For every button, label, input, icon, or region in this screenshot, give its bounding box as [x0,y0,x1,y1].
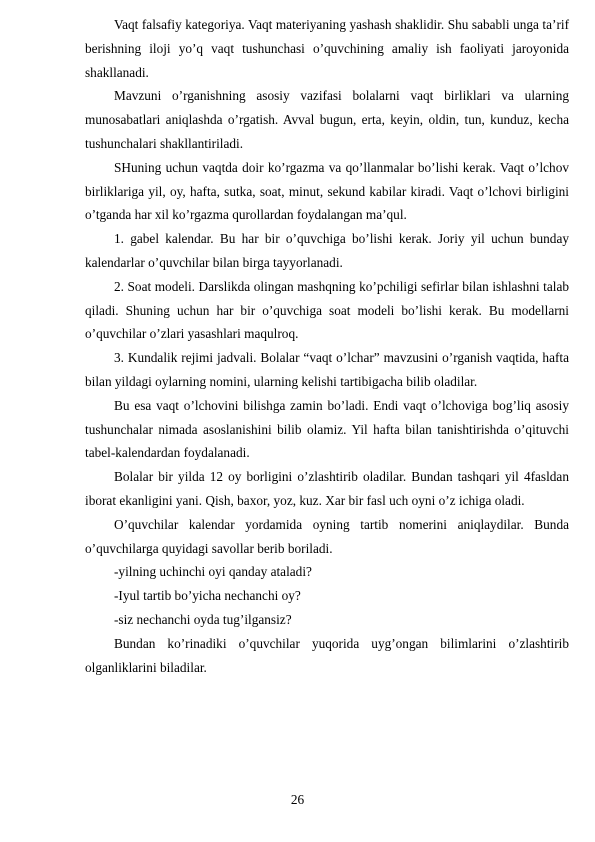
paragraph-time-category: Vaqt falsafiy kategoriya. Vaqt materiyaning yashash shaklidir. Shu sababli unga ta’rif berishning iloji yo’q vaqt tushunchasi o’quvchining amaliy ish faoliyati jaroyonida shakllanadi. [85,17,569,80]
paragraph-month-order: O’quvchilar kalendar yordamida oyning tartib nomerini aniqlaydilar. Bunda o’quvchilarga quyidagi savollar berib boriladi. [85,516,569,556]
paragraph-conclusion: Bundan ko’rinadiki o’quvchilar yuqorida uyg’ongan bilimlarini o’zlashtirib olganliklarini biladilar. [85,635,569,675]
question-july-order: -Iyul tartib bo’yicha nechanchi oy? [114,588,301,604]
document-page [85,13,569,679]
paragraph-time-measure-basis: Bu esa vaqt o’lchovini bilishga zamin bo’ladi. Endi vaqt o’lchoviga bog’liq asosiy tushunchalar nimada asoslanishini bilib olamiz. Yil hafta bilan tanishtirishda o’qituvchi tabel-kalendardan foydalanadi. [85,397,569,461]
paragraph-daily-schedule: 3. Kundalik rejimi jadvali. Bolalar “vaqt o’lchar” mavzusini o’rganish vaqtida, hafta bilan yildagi oylarning nomini, ularning kelishi tartibigacha bilib oladilar. [85,350,569,389]
paragraph-twelve-months: Bolalar bir yilda 12 oy borligini o’zlashtirib oladilar. Bundan tashqari yil 4fasldan iborat ekanligini yani. Qish, baxor, yoz, kuz. Xar bir fasl uch oyni o’z ichiga oladi. [85,469,569,508]
paragraph-time-units: SHuning uchun vaqtda doir ko’rgazma va qo’llanmalar bo’lishi kerak. Vaqt o’lchov birliklariga yil, oy, hafta, sutka, soat, minut, sekund kabilar kiradi. Vaqt o’lchovi birligini o’tganda har xil ko’rgazma qurollardan foydalangan ma’qul. [85,159,569,223]
paragraph-calendar: 1. gabel kalendar. Bu har bir o’quvchiga bo’lishi kerak. Joriy yil uchun bunday kalendarlar o’quvchilar bilan birga tayyorlanadi. [85,231,569,270]
page-number: 26 [290,792,305,807]
paragraph-topic-task: Mavzuni o’rganishning asosiy vazifasi bolalarni vaqt birliklari va ularning munosabatlari aniqlashda o’rgatish. Avval bugun, erta, keyin, oldin, tun, kunduz, kecha tushunchalari shakllantiriladi. [85,88,569,151]
paragraph-clock-model: 2. Soat modeli. Darslikda olingan mashqning ko’pchiligi sefirlar bilan ishlashni talab qiladi. Shuning uchun har bir o’quvchiga soat modeli bo’lishi kerak. Bu modellarni o’quvchilar o’zlari yasashlari maqulroq. [85,278,569,342]
question-third-month: -yilning uchinchi oyi qanday ataladi? [114,564,312,580]
question-birth-month: -siz nechanchi oyda tug’ilgansiz? [114,611,292,627]
